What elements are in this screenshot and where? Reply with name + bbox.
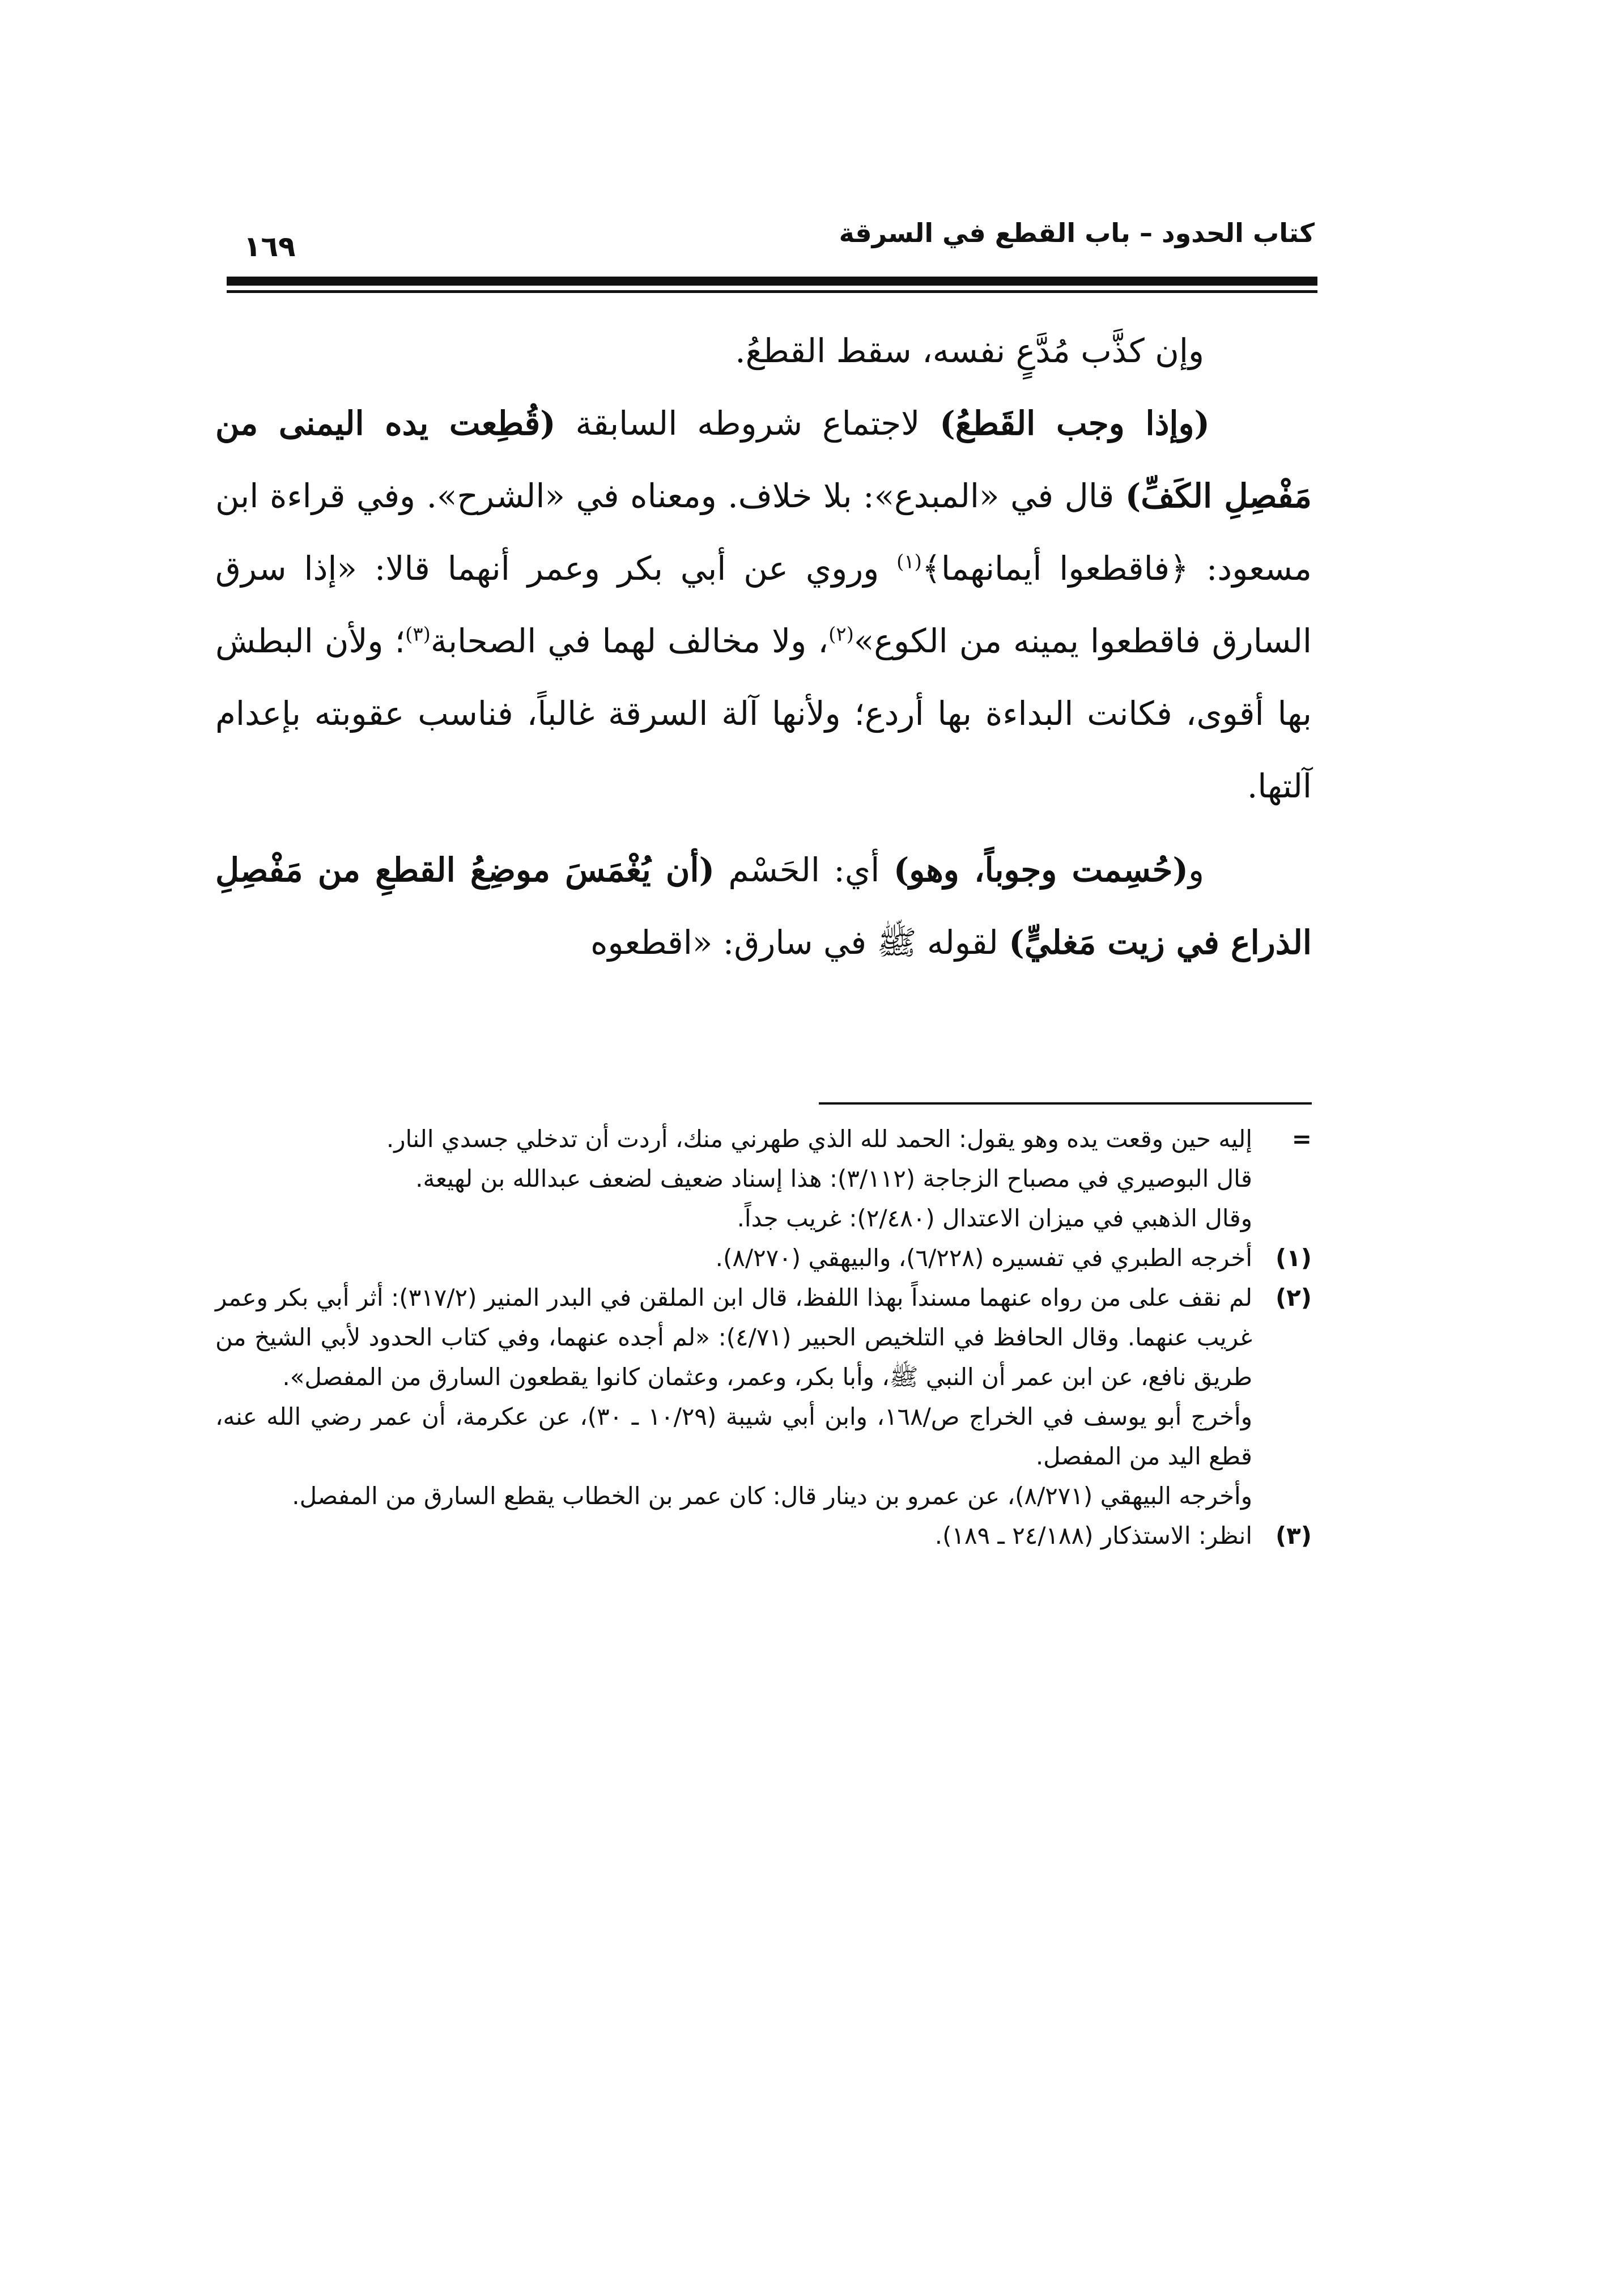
footnote-text: إليه حين وقعت يده وهو يقول: الحمد لله الذي طهرني منك، أردت أن تدخلي جسدي النار.	[386, 1125, 1252, 1153]
footnote-number: (١)	[1275, 1244, 1312, 1272]
footnote-continued	[215, 1119, 1312, 1159]
page-number: ١٦٩	[244, 230, 296, 263]
footnote-paragraph: وقال الذهبي في ميزان الاعتدال (٢/٤٨٠): غريب جداً.	[737, 1204, 1252, 1232]
footnote-1	[215, 1238, 1312, 1278]
running-header	[232, 213, 1315, 275]
footnote-number: (٣)	[1275, 1522, 1312, 1549]
matn-text: (أن يُغْمَسَ موضِعُ القطعِ من مَفْصِلِ الذراع في زيت مَغليٍّ)	[215, 851, 1312, 962]
paragraph-3	[215, 834, 1312, 979]
sharh-text: أي: الحَسْم	[715, 851, 894, 889]
footnote-2	[215, 1278, 1312, 1397]
footnote-ref-3[interactable]: (٣)	[405, 623, 431, 646]
sharh-text: و	[1188, 851, 1204, 889]
matn-text: (قُطِعت يده اليمنى من مَفْصِلِ الكَفِّ)	[215, 404, 1312, 515]
footnote-text: أخرجه الطبري في تفسيره (٦/٢٢٨)، والبيهقي (٨/٢٧٠).	[715, 1244, 1252, 1272]
footnote-text: لم نقف على من رواه عنهما مسنداً بهذا اللفظ، قال ابن الملقن في البدر المنير (٣١٧/٢): أثر أبي بكر وعمر غريب عنهما. وقال الحافظ في التلخيص الحبير (٤/٧١): «لم أجده عنهما، وفي كتاب الحدود لأبي الشيخ من طريق نافع، عن ابن عمر أن النبي ﷺ، وأبا بكر، وعمر، وعثمان كانوا يقطعون السارق من المفصل».	[215, 1284, 1252, 1391]
footnotes	[215, 1119, 1312, 1556]
footnote-paragraph: وأخرجه البيهقي (٨/٢٧١)، عن عمرو بن دينار قال: كان عمر بن الخطاب يقطع السارق من المفصل.	[292, 1482, 1252, 1510]
paragraph-1: وإن كذَّب مُدَّعٍ نفسه، سقط القطعُ.	[735, 332, 1204, 370]
sharh-text: لقوله ﷺ في سارق: «اقطعوه	[590, 923, 1009, 962]
footnote-text: انظر: الاستذكار (٢٤/١٨٨ ـ ١٨٩).	[934, 1522, 1252, 1549]
sharh-text: لاجتماع شروطه السابقة	[555, 404, 940, 443]
header-rule-thick	[227, 277, 1317, 286]
footnote-ref-1[interactable]: (١)	[896, 550, 922, 574]
footnote-ref-2[interactable]: (٢)	[828, 623, 854, 646]
sharh-text: قال في «المبدع»: بلا خلاف. ومعناه في «الشرح». وفي قراءة ابن مسعود: ﴿فاقطعوا أيمانهما﴾	[215, 477, 1312, 588]
continuation-mark: =	[1291, 1125, 1312, 1153]
footnote-separator	[819, 1102, 1312, 1105]
footnote-paragraph: قال البوصيري في مصباح الزجاجة (٣/١١٢): هذا إسناد ضعيف لضعف عبدالله بن لهيعة.	[415, 1165, 1252, 1192]
paragraph-2	[215, 387, 1312, 822]
main-text	[215, 315, 1312, 979]
header-rule-thin	[227, 290, 1317, 293]
footnote-number: (٢)	[1275, 1284, 1312, 1311]
sharh-text: وروي عن أبي بكر وعمر أنهما قالا: «إذا سرق السارق فاقطعوا يمينه من الكوع»	[215, 549, 1312, 660]
footnote-paragraph: وأخرج أبو يوسف في الخراج ص/١٦٨، وابن أبي شيبة (١٠/٢٩ ـ ٣٠)، عن عكرمة، أن عمر رضي الله عنه، قطع اليد من المفصل.	[215, 1403, 1253, 1470]
sharh-text: ، ولا مخالف لهما في الصحابة	[430, 622, 829, 660]
matn-text: (حُسِمت وجوباً، وهو)	[893, 851, 1188, 889]
footnote-3	[215, 1516, 1312, 1556]
sharh-text: ؛ ولأن البطش بها أقوى، فكانت البداءة بها أردع؛ ولأنها آلة السرقة غالباً، فناسب عقوبته بإعدام آلتها.	[215, 622, 1312, 805]
chapter-title: كتاب الحدود – باب القطع في السرقة	[839, 218, 1315, 248]
matn-text: (وإذا وجب القَطعُ)	[939, 404, 1210, 443]
